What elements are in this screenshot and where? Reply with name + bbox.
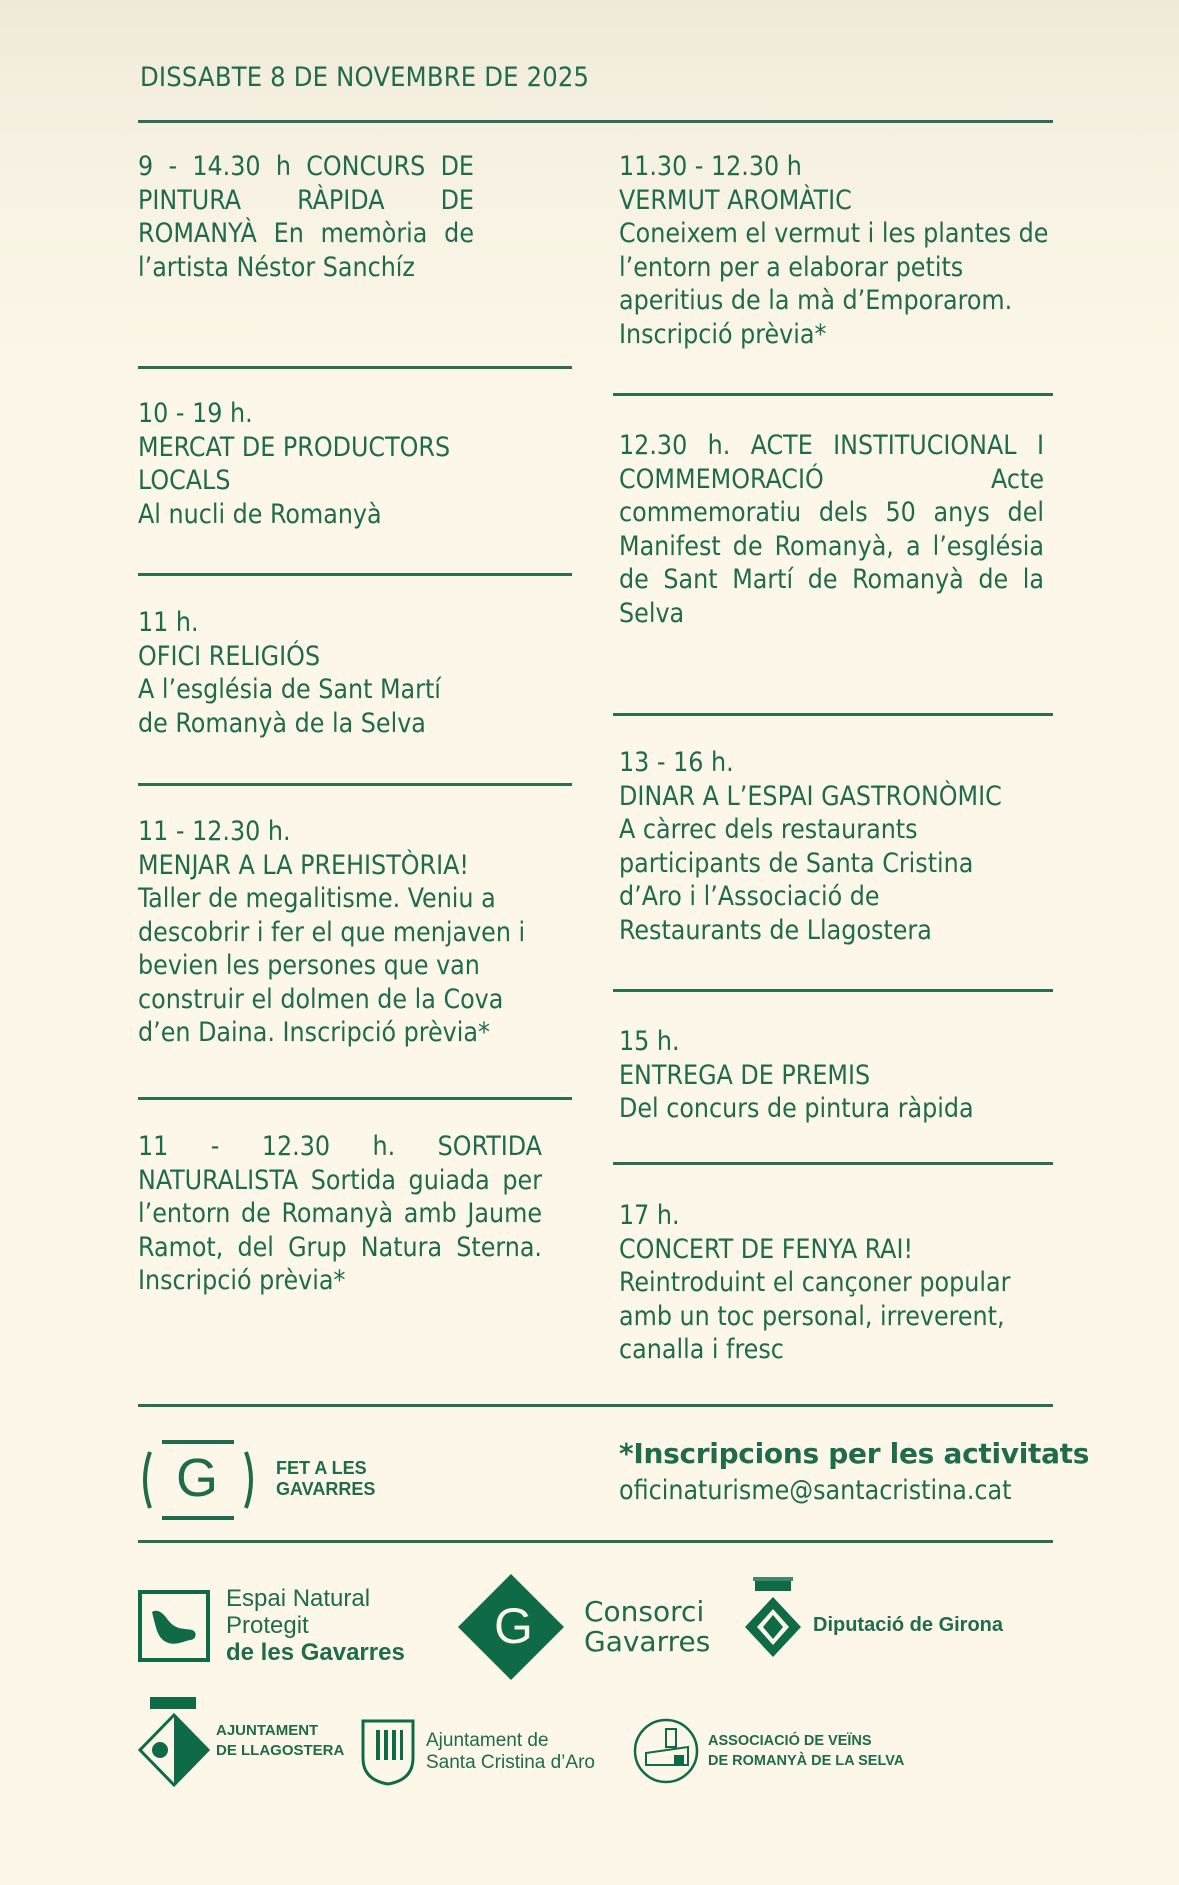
event-vermut-aromatic	[619, 150, 1059, 351]
sponsor-diputacio-girona	[743, 1575, 1003, 1665]
event-mercat-productors	[138, 397, 572, 531]
event-time: 13 - 16 h.	[619, 747, 734, 778]
espai-natural-icon	[138, 1590, 210, 1662]
inscriptions-title: *Inscripcions per les activitats	[619, 1437, 1090, 1470]
event-date-header: DISSABTE 8 DE NOVEMBRE DE 2025	[140, 62, 590, 93]
diputacio-coat-of-arms-icon	[743, 1575, 803, 1665]
event-title: VERMUT AROMÀTIC	[619, 184, 852, 216]
sponsor-espai-natural	[138, 1585, 405, 1666]
espai-line1: Espai Natural	[226, 1585, 371, 1612]
inscriptions-email-link[interactable]: oficinaturisme@santacristina.cat	[619, 1475, 1012, 1506]
santa-cristina-line2: Santa Cristina d’Aro	[426, 1752, 595, 1773]
divider	[613, 1162, 1053, 1165]
event-concert-fenya-rai	[619, 1199, 1059, 1367]
event-title: ENTREGA DE PREMIS	[619, 1059, 871, 1091]
event-description-line: de Romanyà de la Selva	[138, 707, 426, 739]
llagostera-coat-of-arms-icon	[138, 1695, 210, 1787]
llagostera-line2: DE LLAGOSTERA	[216, 1742, 345, 1759]
event-dinar-gastronomic	[619, 746, 1069, 947]
divider	[138, 1097, 572, 1100]
event-ofici-religios	[138, 606, 572, 740]
consorci-line1: Consorci	[584, 1595, 705, 1628]
event-time: 11.30 - 12.30 h	[619, 151, 802, 182]
consorci-line2: Gavarres	[584, 1625, 711, 1658]
divider	[138, 573, 572, 576]
divider	[613, 713, 1053, 716]
event-entrega-premis	[619, 1025, 1059, 1126]
feta-logo-letter: G	[176, 1448, 219, 1508]
event-description: Reintroduint el cançoner popular amb un toc personal, irreverent, canalla i fresc	[619, 1267, 1011, 1365]
event-description-line: A l’església de Sant Martí	[138, 674, 441, 705]
event-time: 15 h.	[619, 1026, 680, 1057]
event-description: Del concurs de pintura ràpida	[619, 1093, 974, 1124]
divider	[138, 1404, 1053, 1407]
event-time: 10 - 19 h.	[138, 398, 253, 429]
event-title: DINAR A L’ESPAI GASTRONÒMIC	[619, 780, 1002, 812]
divider	[138, 783, 572, 786]
feta-logo-label	[276, 1458, 375, 1500]
llagostera-line1: AJUNTAMENT	[216, 1722, 319, 1739]
espai-line3: de les Gavarres	[226, 1639, 405, 1666]
event-text: 11 - 12.30 h. SORTIDA NATURALISTA Sortida guiada per l’entorn de Romanyà amb Jaume Ramot, del Grup Natura Sterna. Inscripció prèvia*	[138, 1131, 542, 1296]
santa-cristina-line1: Ajuntament de	[426, 1730, 549, 1751]
event-sortida-naturalista	[138, 1130, 542, 1298]
event-time: 11 h.	[138, 607, 199, 638]
sponsor-consorci-gavarres	[456, 1572, 710, 1682]
event-title: OFICI RELIGIÓS	[138, 640, 321, 672]
event-text: 12.30 h. ACTE INSTITUCIONAL I COMMEMORACIÓ Acte commemoratiu dels 50 anys del Manifest de Romanyà, a l’església de Sant Martí de Romanyà de la Selva	[619, 430, 1044, 629]
divider	[138, 1540, 1053, 1543]
espai-line2: Protegit	[226, 1612, 309, 1639]
feta-logo-line2: GAVARRES	[276, 1479, 376, 1499]
feta-a-les-gavarres-logo	[138, 1440, 388, 1520]
associacio-line2: DE ROMANYÀ DE LA SELVA	[708, 1753, 905, 1769]
divider	[613, 989, 1053, 992]
santa-cristina-shield-icon	[360, 1718, 416, 1786]
event-description: Taller de megalitisme. Veniu a descobrir i fer el que menjaven i bevien les persones que van construir el dolmen de la Cova d’en Daina. Inscripció prèvia*	[138, 883, 526, 1048]
sponsor-ajuntament-santa-cristina	[360, 1718, 595, 1786]
consorci-letter: G	[494, 1598, 533, 1654]
associacio-church-icon	[632, 1717, 700, 1785]
divider	[613, 393, 1053, 396]
event-description: Coneixem el vermut i les plantes de l’entorn per a elaborar petits aperitius de la mà d’Emporarom. Inscripció prèvia*	[619, 218, 1049, 350]
event-text: 9 - 14.30 h CONCURS DE PINTURA RÀPIDA DE ROMANYÀ En memòria de l’artista Néstor Sanchíz	[138, 151, 474, 283]
divider	[138, 366, 572, 369]
event-time: 11 - 12.30 h.	[138, 816, 291, 847]
event-title: MENJAR A LA PREHISTÒRIA!	[138, 849, 469, 881]
event-concurs-pintura	[138, 150, 474, 284]
feta-logo-line1: FET A LES	[276, 1458, 367, 1478]
divider	[138, 120, 1053, 123]
event-description: Al nucli de Romanyà	[138, 498, 382, 530]
sponsor-ajuntament-llagostera	[138, 1695, 344, 1787]
sponsor-associacio-veins	[632, 1717, 904, 1785]
event-menjar-prehistoria	[138, 815, 558, 1050]
event-title: CONCERT DE FENYA RAI!	[619, 1233, 914, 1265]
event-description: A càrrec dels restaurants participants de Santa Cristina d’Aro i l’Associació de Restaurants de Llagostera	[619, 814, 974, 946]
event-time: 17 h.	[619, 1200, 680, 1231]
event-acte-institucional	[619, 429, 1044, 630]
event-title: MERCAT DE PRODUCTORS LOCALS	[138, 431, 451, 496]
diputacio-name: Diputació de Girona	[813, 1613, 1004, 1636]
associacio-line1: ASSOCIACIÓ DE VEÏNS	[708, 1733, 872, 1749]
